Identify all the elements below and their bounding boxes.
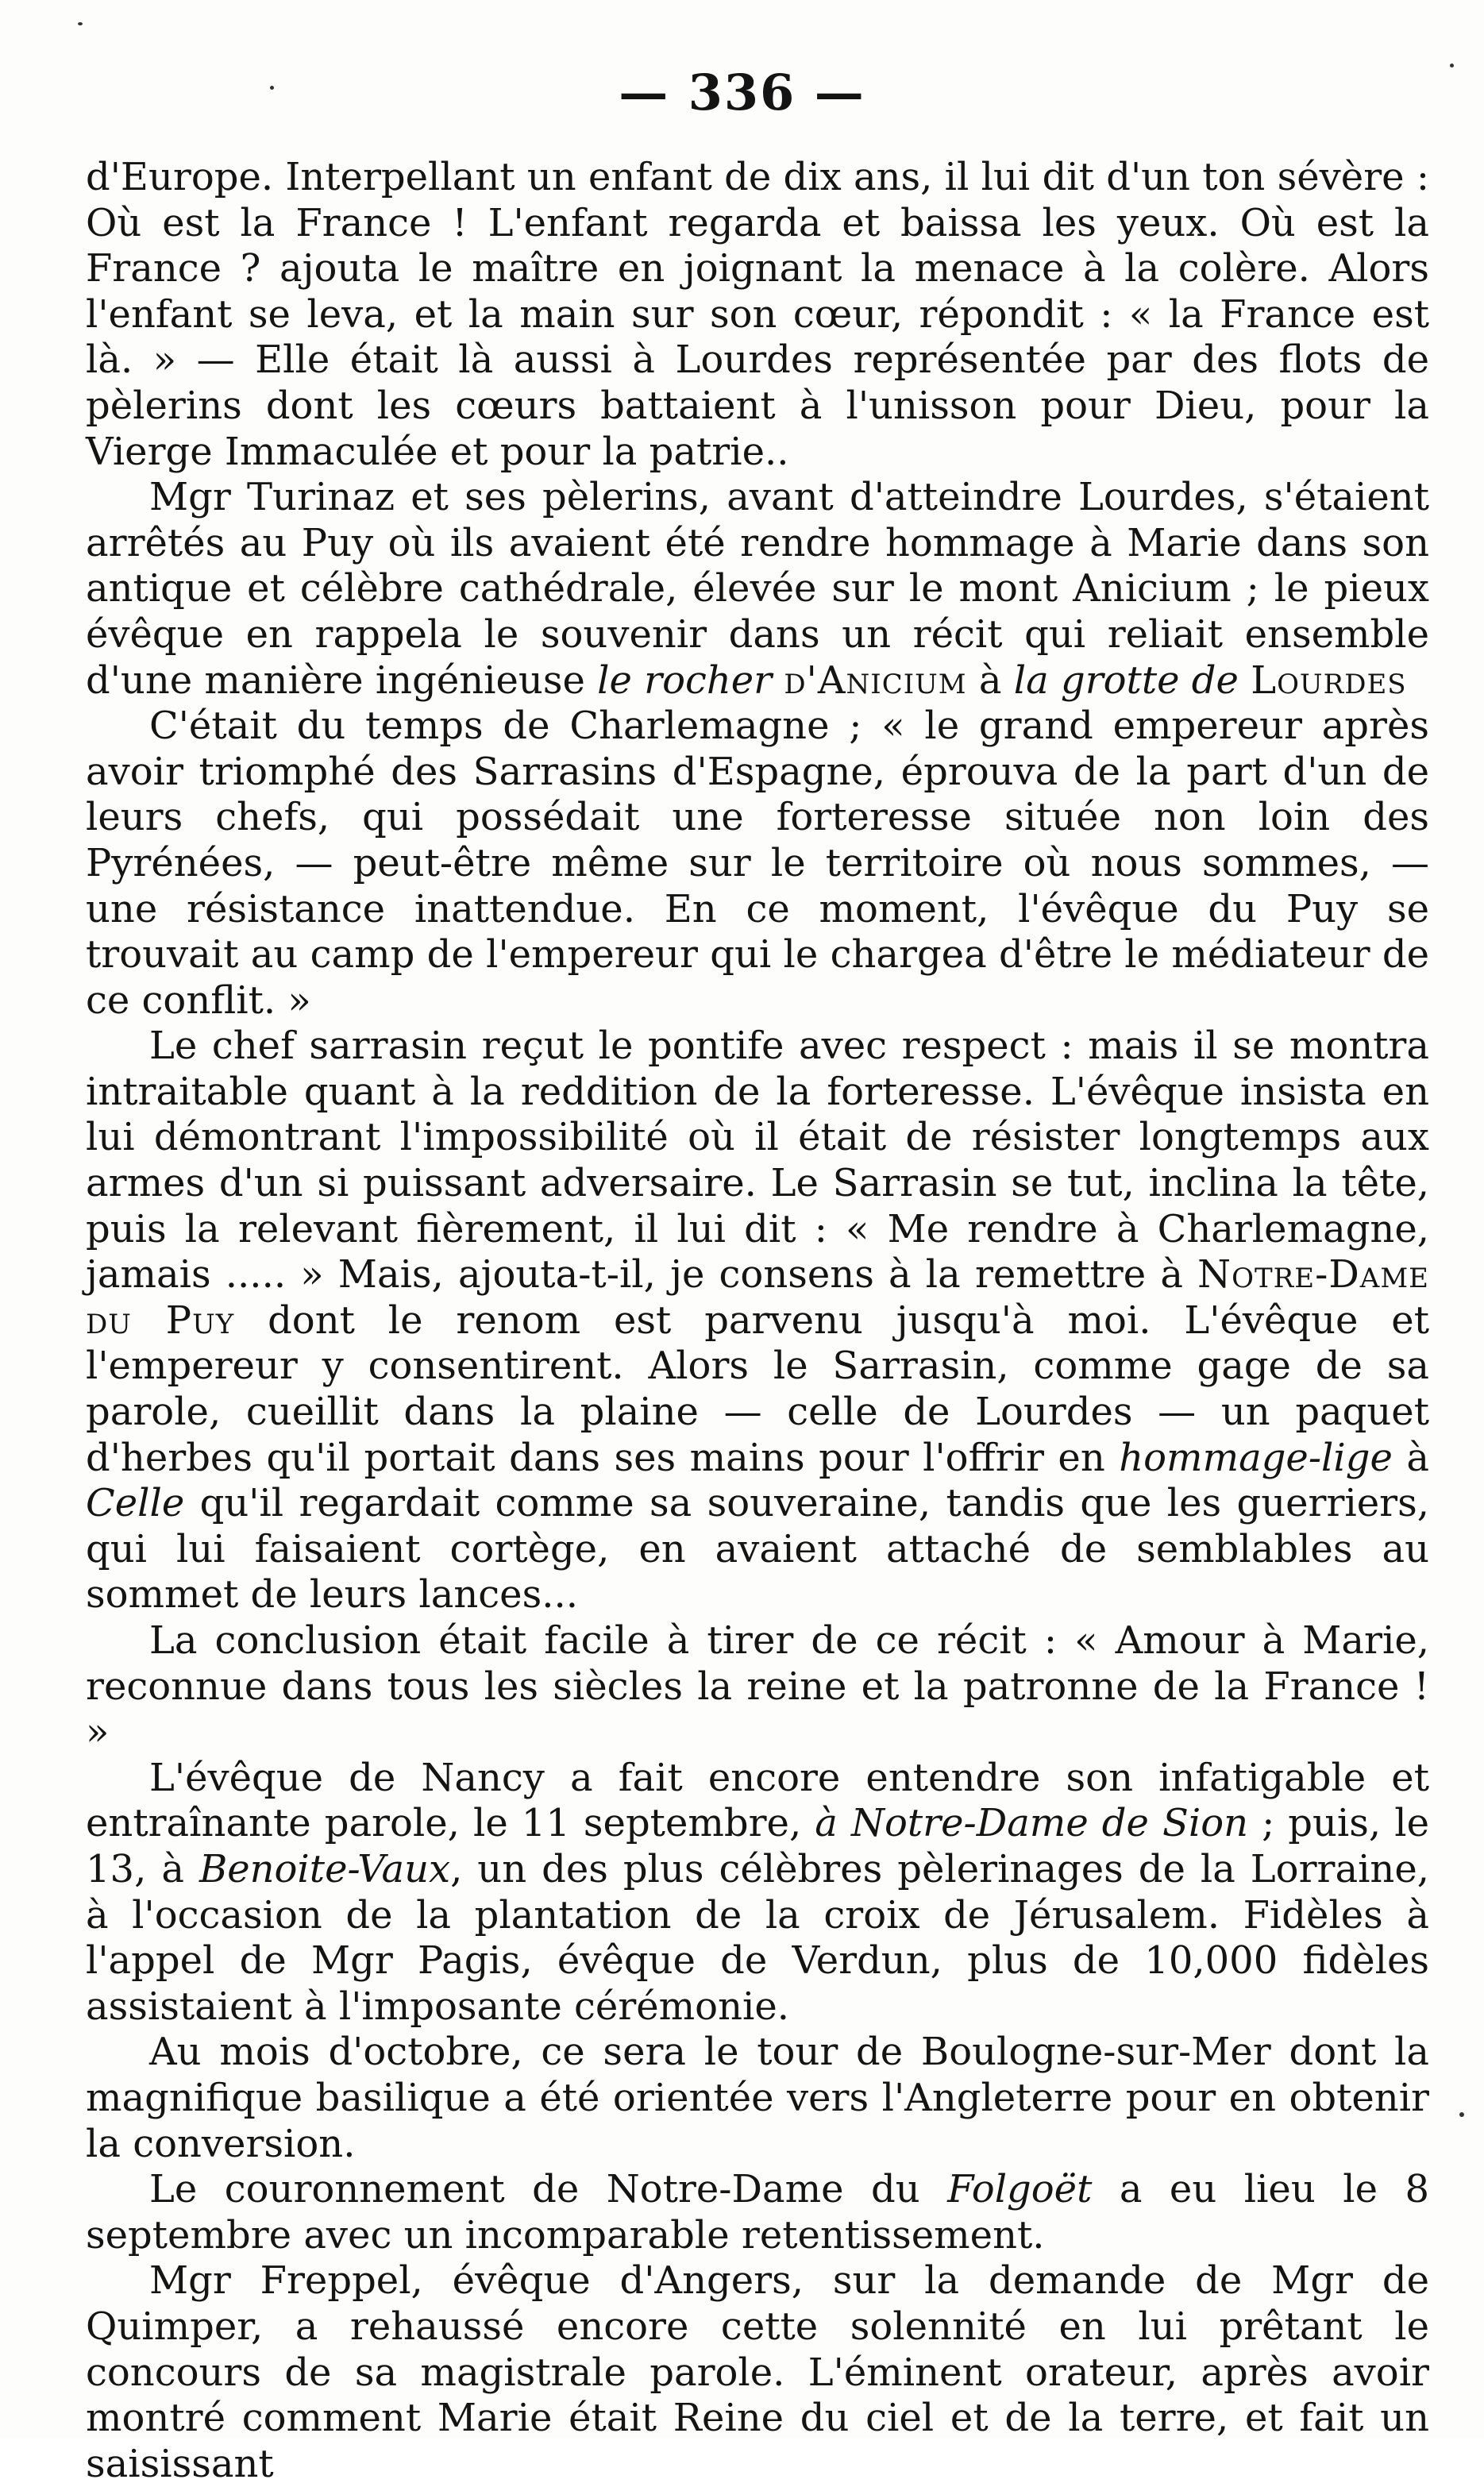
paragraph	[86, 1756, 1429, 2030]
text-run: Mgr Freppel, évêque d'Angers, sur la demande de Mgr de Quimper, a rehaussé encore cette solennité en lui prêtant le concours de sa magistrale parole. L'éminent orateur, après avoir montré comment Marie était Reine du ciel et de la terre, et fait un saisissant	[86, 2258, 1429, 2486]
ink-speck	[270, 86, 274, 90]
paragraph	[86, 704, 1429, 1024]
paragraph	[86, 1024, 1429, 1618]
italic-text: le rocher	[597, 657, 773, 703]
text-run	[772, 658, 784, 703]
text-run: Au mois d'octobre, ce sera le tour de Boulogne-sur-Mer dont la magnifique basilique a été orientée vers l'Angleterre pour en obtenir la conversion.	[86, 2030, 1429, 2166]
ink-speck	[1459, 2112, 1464, 2117]
paragraph	[86, 155, 1429, 475]
text-run: ; puis, le 13, à	[86, 1801, 1429, 1891]
text-run: Le couronnement de Notre-Dame du	[149, 2167, 948, 2212]
small-caps-text: Notre-Dame du Puy	[86, 1252, 1429, 1343]
ink-speck	[78, 22, 83, 25]
small-caps-text: Lourdes	[1251, 657, 1407, 703]
text-run: a eu lieu le 8 septembre avec un incomparable retentissement.	[86, 2167, 1429, 2258]
text-run: La conclusion était facile à tirer de ce récit : « Amour à Marie, reconnue dans tous les siècles la reine et la patronne de la France ! »	[86, 1618, 1429, 1755]
italic-text: Celle	[86, 1481, 185, 1526]
text-run: , un des plus célèbres pèlerinages de la Lorraine, à l'occasion de la plantation de la croix de Jérusalem. Fidèles à l'appel de Mgr Pagis, évêque de Verdun, plus de 10,000 fidèles assistaient à l'imposante cérémonie.	[86, 1846, 1430, 2029]
italic-text: la grotte de	[1013, 657, 1239, 703]
paragraph	[86, 1618, 1429, 1756]
paragraph	[86, 2167, 1429, 2258]
text-run: qu'il regardait comme sa souveraine, tandis que les guerriers, qui lui faisaient cortège, en avaient attaché de semblables au sommet de leurs lances...	[86, 1481, 1429, 1618]
text-run: à	[966, 657, 1014, 703]
text-run: Mgr Turinaz et ses pèlerins, avant d'atteindre Lourdes, s'étaient arrêtés au Puy où ils avaient été rendre hommage à Marie dans son antique et célèbre cathédrale, élevée sur le mont Anicium ; le pieux évêque en rappela le souvenir dans un récit qui reliait ensemble d'une manière ingénieuse	[86, 475, 1429, 703]
text-run: d'Europe. Interpellant un enfant de dix ans, il lui dit d'un ton sévère : Où est la France ! L'enfant regarda et baissa les yeux. Où est la France ? ajouta le maître en joignant la menace à la colère. Alors l'enfant se leva, et la main sur son cœur, répondit : « la France est là. » — Elle était là aussi à Lourdes représentée par des flots de pèlerins dont les cœurs battaient à l'unisson pour Dieu, pour la Vierge Immaculée et pour la patrie..	[86, 155, 1429, 474]
text-run	[1239, 658, 1251, 703]
text-run: dont le renom est parvenu jusqu'à moi. L'évêque et l'empereur y consentirent. Alors le Sarrasin, comme gage de sa parole, cueillit dans la plaine — celle de Lourdes — un paquet d'herbes qu'il portait dans ses mains pour l'offrir en	[86, 1297, 1430, 1480]
text-run: L'évêque de Nancy a fait encore entendre son infatigable et entraînante parole, le 11 septembre,	[86, 1755, 1429, 1846]
text-run: Le chef sarrasin reçut le pontife avec respect : mais il se montra intraitable quant à la reddition de la forteresse. L'évêque insista en lui démontrant l'impossibilité où il était de résister longtemps aux armes d'un si puissant adversaire. Le Sarrasin se tut, inclina la tête, puis la relevant fièrement, il lui dit : « Me rendre à Charlemagne, jamais ..... » Mais, ajouta-t-il, je consens à la remettre à	[86, 1024, 1429, 1297]
text-run: à	[1392, 1435, 1429, 1480]
text-body	[86, 155, 1429, 2487]
page-number: — 336 —	[619, 64, 865, 121]
italic-text: Folgoët	[947, 2167, 1093, 2212]
italic-text: hommage-lige	[1119, 1435, 1393, 1480]
small-caps-text: d'Anicium	[784, 657, 967, 703]
ink-speck	[1450, 64, 1454, 67]
italic-text: à Notre-Dame de Sion	[815, 1801, 1249, 1846]
paragraph	[86, 2258, 1429, 2487]
text-run: C'était du temps de Charlemagne ; « le grand empereur après avoir triomphé des Sarrasins d'Espagne, éprouva de la part d'un de leurs chefs, qui possédait une forteresse située non loin des Pyrénées, — peut-être même sur le territoire où nous sommes, — une résistance inattendue. En ce moment, l'évêque du Puy se trouvait au camp de l'empereur qui le chargea d'être le médiateur de ce conflit. »	[86, 704, 1429, 1023]
paragraph	[86, 475, 1429, 704]
paragraph	[86, 2030, 1429, 2167]
italic-text: Benoite-Vaux	[199, 1846, 451, 1891]
